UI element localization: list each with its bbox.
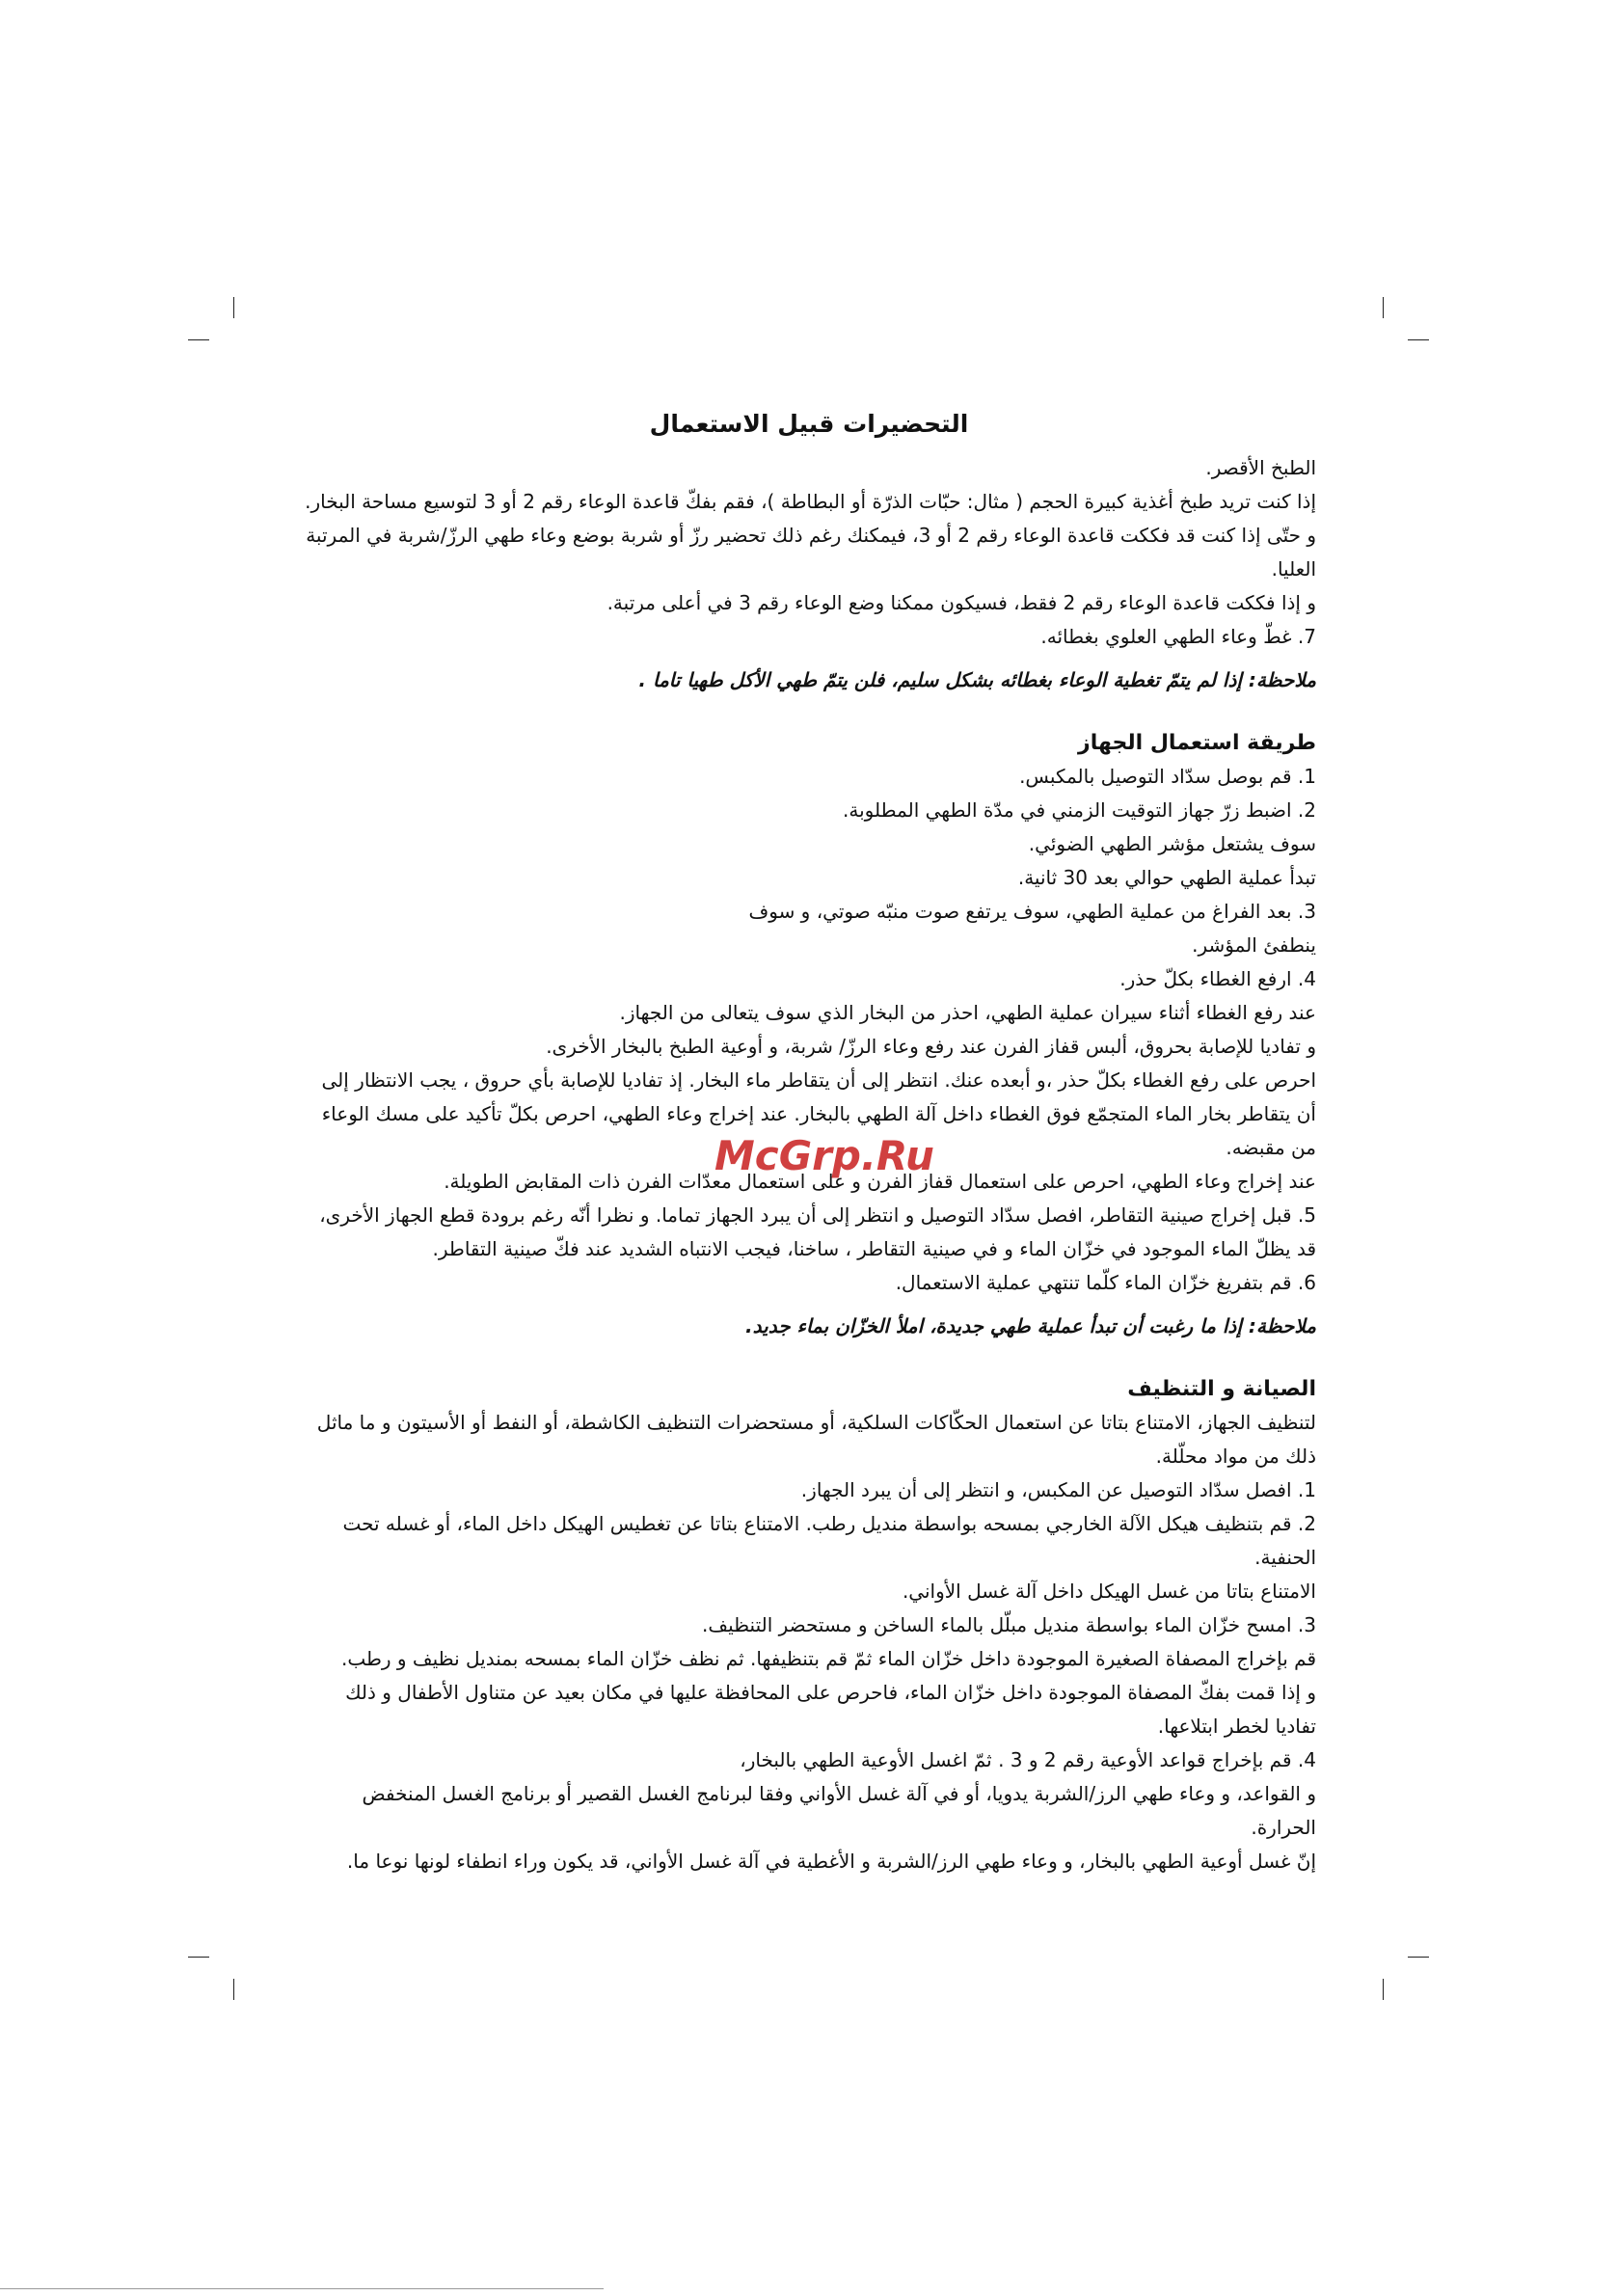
cleaning-line: 4. قم بإخراج قواعد الأوعية رقم 2 و 3 . ثمّ اغسل الأوعية الطهي بالبخار، <box>740 1748 1316 1771</box>
note-refill: ملاحظة: إذا ما رغبت أن تبدأ عملية طهي جديدة، املأ الخزّان بماء جديد. <box>745 1314 1316 1337</box>
usage-section <box>302 726 1316 1343</box>
crop-mark-top-right-v <box>1383 297 1384 318</box>
cleaning-line: الامتناع بتاتا من غسل الهيكل داخل آلة غسل الأواني. <box>902 1580 1316 1603</box>
usage-line: 5. قبل إخراج صينية التقاطر، افصل سدّاد التوصيل و انتظر إلى أن يبرد الجهاز تماما. و نظرا أنّه رغم برودة قطع الجهاز الأخرى، قد يظلّ الماء الموجود في خزّان الماء و في صينية التقاطر ، ساخنا، فيجب الانتباه الشديد عند فكّ صينية التقاطر. <box>319 1203 1316 1260</box>
crop-mark-top-left-v <box>233 297 234 318</box>
crop-mark-bottom-left-h <box>188 1957 209 1958</box>
intro-line: و حتّى إذا كنت قد فككت قاعدة الوعاء رقم 2 أو 3، فيمكنك رغم ذلك تحضير رزّ أو شربة بوضع وعاء طهي الرزّ/شربة في المرتبة العليا. <box>306 524 1316 581</box>
usage-line: تبدأ عملية الطهي حوالي بعد 30 ثانية. <box>1017 866 1316 889</box>
cleaning-line: 2. قم بتنظيف هيكل الآلة الخارجي بمسحه بواسطة منديل رطب. الامتناع بتاتا عن تغطيس الهيكل داخل الماء، أو غسله تحت الحنفية. <box>342 1512 1316 1569</box>
section-title-cleaning: الصيانة و التنظيف <box>1127 1377 1316 1401</box>
note-cover: ملاحظة: إذا لم يتمّ تغطية الوعاء بغطائه بشكل سليم، فلن يتمّ طهي الأكل طهيا تاما . <box>638 668 1316 691</box>
cleaning-line: 1. افصل سدّاد التوصيل عن المكبس، و انتظر إلى أن يبرد الجهاز. <box>800 1478 1316 1501</box>
section-title-usage: طريقة استعمال الجهاز <box>1078 731 1316 755</box>
cleaning-line: قم بإخراج المصفاة الصغيرة الموجودة داخل خزّان الماء ثمّ قم بتنظيفها. ثم نظف خزّان الماء بمسحه بمنديل نظيف و رطب. <box>340 1647 1316 1670</box>
usage-line: احرص على رفع الغطاء بكلّ حذر ،و أبعده عنك. انتظر إلى أن يتقاطر ماء البخار. إذ تفاديا للإصابة بأي حروق ، يجب الانتظار إلى أن يتقاطر بخار الماء المتجمّع فوق الغطاء داخل آلة الطهي بالبخار. عند إخراج وعاء الطهي، احرص بكلّ تأكيد على مسك الوعاء من مقبضه. <box>321 1068 1316 1159</box>
usage-line: عند إخراج وعاء الطهي، احرص على استعمال قفاز الفرن و على استعمال معدّات الفرن ذات المقابض الطويلة. <box>444 1170 1316 1193</box>
usage-line: ينطفئ المؤشر. <box>1192 933 1316 957</box>
cleaning-line: و القواعد، و وعاء طهي الرز/الشربة يدويا، أو في آلة غسل الأواني وفقا لبرنامج الغسل القصير أو برنامج الغسل المنخفض الحرارة. <box>362 1782 1316 1839</box>
crop-mark-bottom-right-v <box>1383 1979 1384 2000</box>
usage-line: 3. بعد الفراغ من عملية الطهي، سوف يرتفع صوت منبّه صوتي، و سوف <box>748 900 1316 923</box>
intro-line: إذا كنت تريد طبخ أغذية كبيرة الحجم ( مثال: حبّات الذرّة أو البطاطة )، فقم بفكّ قاعدة الوعاء رقم 2 أو 3 لتوسيع مساحة البخار. <box>305 490 1316 513</box>
watermark: McGrp.Ru <box>714 1132 934 1179</box>
usage-line: عند رفع الغطاء أثناء سيران عملية الطهي، احذر من البخار الذي سوف يتعالى من الجهاز. <box>619 1001 1316 1024</box>
cleaning-section <box>302 1372 1316 1878</box>
usage-line: 1. قم بوصل سدّاد التوصيل بالمكبس. <box>1019 765 1316 788</box>
crop-mark-bottom-left-v <box>233 1979 234 2000</box>
intro-section <box>302 451 1316 697</box>
cleaning-line: لتنظيف الجهاز، الامتناع بتاتا عن استعمال الحكّاكات السلكية، أو مستحضرات التنظيف الكاشطة، أو النفط أو الأسيتون و ما ماثل ذلك من مواد محلّلة. <box>316 1411 1316 1468</box>
crop-mark-top-left-h <box>188 339 209 340</box>
usage-line: و تفاديا للإصابة بحروق، ألبس قفاز الفرن عند رفع وعاء الرزّ/ شربة، و أوعية الطبخ بالبخار الأخرى. <box>546 1035 1316 1058</box>
usage-line: 2. اضبط زرّ جهاز التوقيت الزمني في مدّة الطهي المطلوبة. <box>843 798 1316 822</box>
usage-line: 4. ارفع الغطاء بكلّ حذر. <box>1119 967 1316 990</box>
cleaning-line: إنّ غسل أوعية الطهي بالبخار، و وعاء طهي الرز/الشربة و الأغطية في آلة غسل الأواني، قد يكون وراء انطفاء لونها نوعا ما. <box>346 1850 1316 1873</box>
intro-line: و إذا فككت قاعدة الوعاء رقم 2 فقط، فسيكون ممكنا وضع الوعاء رقم 3 في أعلى مرتبة. <box>606 591 1316 614</box>
cleaning-line: و إذا قمت بفكّ المصفاة الموجودة داخل خزّان الماء، فاحرص على المحافظة عليها في مكان بعيد عن متناول الأطفال و ذلك تفاديا لخطر ابتلاعها. <box>345 1681 1316 1738</box>
page-title: التحضيرات قبيل الاستعمال <box>649 410 969 438</box>
intro-line: الطبخ الأقصر. <box>1205 456 1316 479</box>
intro-line: 7. غطّ وعاء الطهي العلوي بغطائه. <box>1040 625 1316 648</box>
crop-mark-top-right-h <box>1408 339 1429 340</box>
usage-line: 6. قم بتفريغ خزّان الماء كلّما تنتهي عملية الاستعمال. <box>895 1271 1316 1294</box>
cleaning-line: 3. امسح خزّان الماء بواسطة منديل مبلّل بالماء الساخن و مستحضر التنظيف. <box>702 1613 1316 1636</box>
usage-line: سوف يشتعل مؤشر الطهي الضوئي. <box>1028 832 1316 855</box>
bottom-rule <box>0 2288 604 2289</box>
crop-mark-bottom-right-h <box>1408 1957 1429 1958</box>
